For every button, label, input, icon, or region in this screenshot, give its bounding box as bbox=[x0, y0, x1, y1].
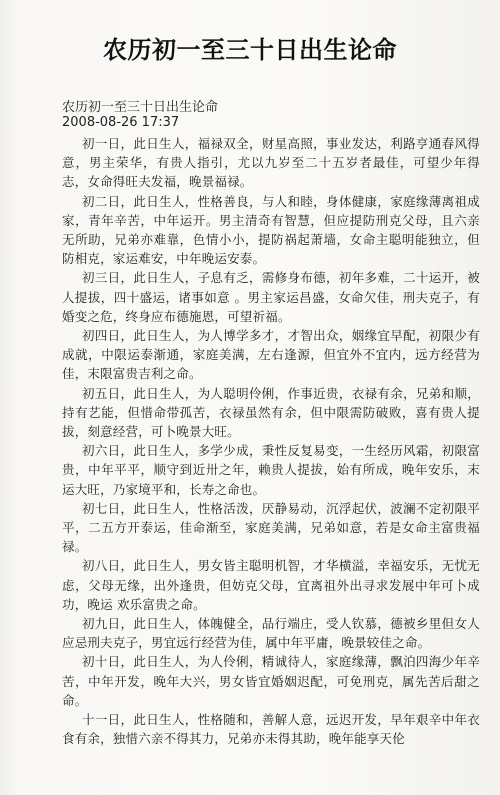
paragraph-day-11: 十一日，此日生人，性格随和，善解人意，远迟开发，早年艰辛中年衣食有余，独惜六亲不得其力，兄弟亦未得其助，晚年能享天伦 bbox=[62, 712, 480, 747]
article-subtitle: 农历初一至三十日出生论命 bbox=[62, 100, 219, 115]
article-body bbox=[62, 134, 480, 749]
paragraph-day-08: 初八日，此日生人，男女皆主聪明机智，才华横溢，幸福安乐，无忧无虑，父母无缘，出外逢贵，但妨克父母，宜离祖外出寻求发展中年可卜成功，晚运 欢乐富贵之命。 bbox=[62, 558, 480, 612]
paragraph-day-05: 初五日，此日生人，为人聪明伶俐，作事近贵，衣禄有余，兄弟和顺，持有艺能，但惜命带孤苦，衣禄虽然有余，但中限需防破败，喜有贵人提拔，刻意经营，可卜晚景大旺。 bbox=[62, 385, 480, 440]
paragraph-day-04: 初四日，此日生人，为人博学多才，才智出众，姻缘宜早配，初限少有成就，中限运泰渐通，家庭美满，左右逢源，但宜外不宜内，远方经营为佳，末限富贵吉利之命。 bbox=[62, 328, 480, 382]
paragraph-day-09: 初九日，此日生人，体魄健全，品行端庄，受人钦慕，德被乡里但女人应忌刑夫克子，男宜远行经营为佳，属中年平庸，晚景较佳之命。 bbox=[62, 616, 480, 651]
paragraph-day-03: 初三日，此日生人，子息有乏，需修身布德，初年多难，二十运开，被人提拔，四十盛运，诸事如意 。男主家运昌盛，女命欠佳，刑夫克子，有婚变之危，终身应布德施恩，可望祈福。 bbox=[62, 270, 480, 324]
article-date: 2008-08-26 17:37 bbox=[62, 115, 180, 130]
paragraph-day-06: 初六日，此日生人，多学少成，秉性反复易变，一生经历风霜，初限富贵，中年平平，顺守到近卅之年，赖贵人提拔，始有所成，晚年安乐，末运大旺，乃家境平和，长寿之命也。 bbox=[62, 443, 480, 497]
paragraph-day-07: 初七日，此日生人，性格活泼，厌静易动，沉浮起伏，波澜不定初限平平，二五方开泰运，佳命渐至，家庭美满，兄弟如意，若是女命主富贵福禄。 bbox=[62, 500, 480, 555]
page-title: 农历初一至三十日出生论命 bbox=[103, 36, 397, 64]
paragraph-day-02: 初二日，此日生人，性格善良，与人和睦，身体健康，家庭缘薄离祖成家，青年辛苦，中年运开。男主清奇有智慧，但应提防刑克父母，且六亲无所助，兄弟亦难靠，色情小小，提防祸起萧墙，女命主聪明能独立，但防相克，家运难安，中年晚运安泰。 bbox=[62, 193, 480, 267]
paragraph-day-10: 初十日，此日生人，为人伶俐，精诚待人，家庭缘薄，飘泊四海少年辛苦，中年开发，晚年大兴，男女皆宜婚姻迟配，可免刑克，属先苦后甜之命。 bbox=[62, 654, 480, 708]
paragraph-day-01: 初一日，此日生人，福禄双全，财星高照，事业发达，利路亨通春风得意，男主荣华，有贵人指引，尤以九岁至二十五岁者最佳，可望少年得志，女命得旺夫发福，晚景福禄。 bbox=[62, 136, 480, 190]
